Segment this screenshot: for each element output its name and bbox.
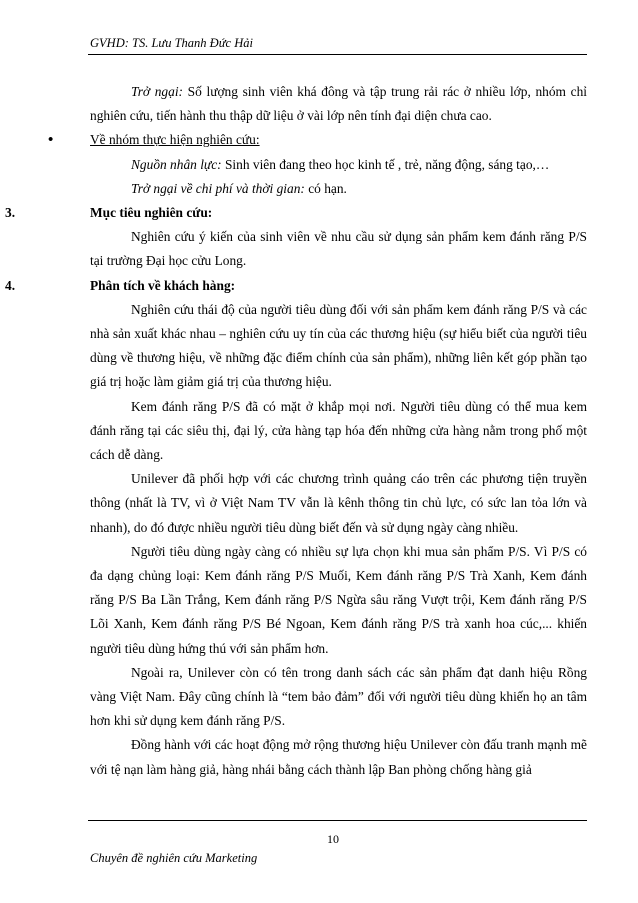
section-4-paragraph-4: Người tiêu dùng ngày càng có nhiều sự lựa chọn khi mua sản phẩm P/S. Vì P/S có đa dạng chủng loại: Kem đánh răng P/S Muối, Kem đánh răng P/S Trà Xanh, Kem đánh răng P/S Ba Lần Trắng, Kem đánh răng P/S Ngừa sâu răng Vượt trội, Kem đánh răng P/S Lõi Xanh, Kem đánh răng P/S Bé Ngoan, Kem đánh răng P/S trà xanh hoa cúc,... khiến người tiêu dùng hứng thú với sản phẩm hơn.: [90, 543, 587, 656]
page-footer: Chuyên đề nghiên cứu Marketing: [90, 851, 258, 865]
cost-time-text: có hạn.: [304, 180, 347, 196]
paragraph-cost-time: [90, 177, 587, 201]
section-4-heading: [5, 274, 587, 298]
obstacle-label: Trở ngại:: [131, 84, 183, 99]
section-4-paragraph-2: Kem đánh răng P/S đã có mặt ở khắp mọi nơi. Người tiêu dùng có thể mua kem đánh răng tại các siêu thị, đại lý, cửa hàng tạp hóa đến những cửa hàng nằm trong phố một cách dễ dàng.: [90, 398, 587, 463]
section-3-title: Mục tiêu nghiên cứu:: [90, 205, 213, 221]
page-number: 10: [327, 832, 339, 846]
bullet-icon: •: [48, 132, 54, 149]
obstacle-text: Số lượng sinh viên khá đông và tập trung rải rác ở nhiều lớp, nhóm chỉ nghiên cứu, tiến hành thu thập dữ liệu ở vài lớp nên tính đại diện chưa cao.: [90, 84, 587, 124]
paragraph-resources: [90, 153, 587, 177]
bullet-item: [48, 128, 587, 152]
section-4-paragraph-3: Unilever đã phối hợp với các chương trình quảng cáo trên các phương tiện truyền thông (nhất là TV, vì ở Việt Nam TV vẫn là kênh thông tin chủ lực, có sức lan tỏa lớn và nhanh), do đó được nhiều người tiêu dùng biết đến và sử dụng ngày càng nhiều.: [90, 471, 587, 535]
section-4-paragraph-5: Ngoài ra, Unilever còn có tên trong danh sách các sản phẩm đạt danh hiệu Rồng vàng Việt Nam. Đây cũng chính là “tem bảo đảm” đối với người tiêu dùng khiến họ an tâm hơn khi sử dụng kem đánh răng P/S.: [90, 664, 587, 729]
section-3-number: 3.: [5, 205, 16, 221]
section-4-number: 4.: [5, 277, 16, 293]
page-header: GVHD: TS. Lưu Thanh Đức Hải: [90, 36, 253, 50]
section-4-title: Phân tích về khách hàng:: [90, 277, 236, 293]
section-3-paragraph: Nghiên cứu ý kiến của sinh viên về nhu cầu sử dụng sản phẩm kem đánh răng P/S tại trường Đại học cửu Long.: [90, 229, 587, 269]
section-4-paragraph-1: Nghiên cứu thái độ của người tiêu dùng đối với sản phẩm kem đánh răng P/S và các nhà sản xuất khác nhau – nghiên cứu uy tín của các thương hiệu (sự hiểu biết của người tiêu dùng về thương hiệu, về những đặc điểm chính của sản phẩm), những liên kết góp phần tạo giá trị hoặc làm giảm giá trị của thương hiệu.: [90, 301, 587, 390]
header-divider: [88, 54, 587, 55]
bullet-text: Về nhóm thực hiện nghiên cứu:: [90, 132, 260, 148]
document-body: [5, 80, 587, 782]
resources-label: Nguồn nhân lực:: [131, 156, 222, 172]
resources-text: Sinh viên đang theo học kinh tế , trẻ, năng động, sáng tạo,…: [221, 156, 550, 172]
section-3-heading: [5, 201, 587, 225]
footer-divider: [88, 820, 587, 821]
cost-time-label: Trở ngại về chi phí và thời gian:: [131, 180, 305, 196]
section-4-paragraph-6: Đồng hành với các hoạt động mở rộng thương hiệu Unilever còn đấu tranh mạnh mẽ với tệ nạn làm hàng giả, hàng nhái bằng cách thành lập Ban phòng chống hàng giả: [90, 737, 587, 777]
paragraph-obstacle: [90, 80, 587, 128]
